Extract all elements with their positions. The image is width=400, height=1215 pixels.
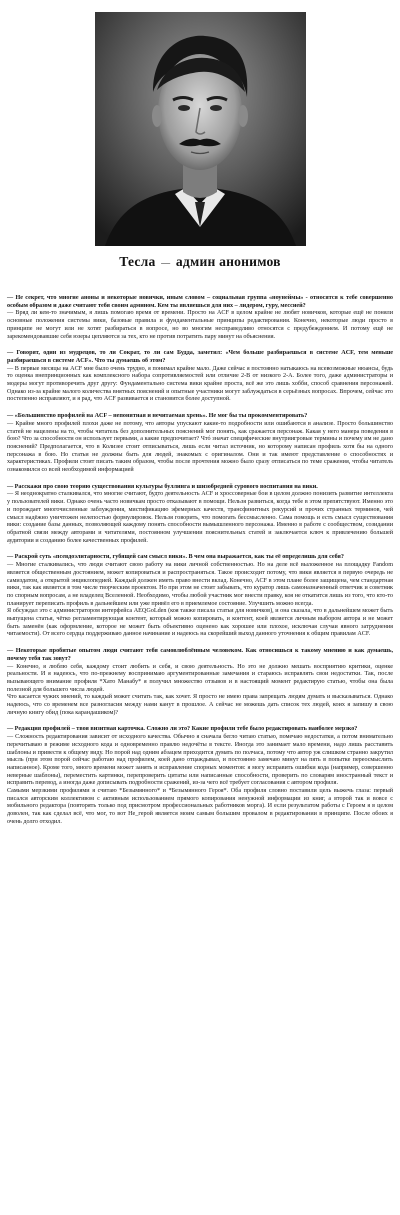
qa-block-4 bbox=[7, 484, 393, 546]
question-5: — Раскрой суть «псевдоэлитарности, губящей сам смысл вики». В чем она выражается, как ты её определишь для себя? bbox=[7, 554, 344, 561]
qa-block-5 bbox=[7, 554, 393, 639]
qa-block-7 bbox=[7, 726, 393, 826]
question-1: — Не секрет, что многие аноны и некоторые новички, иным словом – социальная группа «ноунеймы» - относятся к тебе совершенно особым образом и даже считают тебя своим админом. Кем ты являешься для них – лидером, гуру, мессией? bbox=[7, 295, 393, 309]
qa-block-3 bbox=[7, 413, 393, 475]
answer-7: — Сложность редактирования зависит от исходного качества. Обычно я сначала бегло читаю статью, помечаю недостатки, а потом внимательно перечитываю в режиме исходного кода и одновременно правлю недочёты в тексте. Иногда это занимает мало времени, надо лишь расставить шаблоны и привести к общему виду. Но порой над одним абзацем приходится думать по полчаса, потому что автор уж слишком странно закрутил мысль (при этом порой сейчас работаю над профилем, коей дано отцаждывал, и постоянно замечаю минут на пять в попытке переосмыслить написанное). Кроме того, много времени может занять и исправление спорных моментов: я могу исправить ошибки кода (например, совершенно неверные шаблоны), переместить картинки, перепроверить цитаты или написанные способности, проверить по словарям иностранный текст и исправить перевод, а иногда даже дописывать подробности сражений, из-за чего всё требует согласования с автором профиля. Самыми мерзкими профилями я считаю *Безымянного* и *Безымянного Героя*. Оба профиля словно поставили цель выжечь глаза: первый писался авторским коллективом с активным использованием прямого копирования ненужной информации из книг, а второй так и вовсе с мобильного редактора (повторять только под присмотром профессиональных работников морга). И если результатом работы с Героем я в целом доволен, так как сделал всё, что мог, то вот Не_герой является моим самым большим провалом в редактировании в принципе. После обоих я очень долго отходил. bbox=[7, 734, 393, 825]
interview-body bbox=[7, 295, 393, 836]
answer-2: — В первые месяцы на ACF мне было очень трудно, я понимал крайне мало. Даже сейчас я постоянно натыкаюсь на всевозможные нюансы, будь то оценка внепринционных как комплексного набора сопротивляемостей или отличие 2-B от низкого 2-A. Более того, даже администраторы и модеры могут противоречить друг другу: Фундаментально система вики крайне проста, всё же это лишь хобби, способ сравнения персонажей. Однако из-за крайне малого количества внятных пояснений и опытные участники могут заблуждаться в серьёзных вопросах. Впрочем, сейчас это постепенно исправляют, и я рад, что ACF развивается и становится более доступной. bbox=[7, 365, 393, 403]
title-main: Тесла bbox=[119, 254, 156, 269]
answer-4: — Я неоднократно сталкивался, что многие считают, будто деятельность ACF и хроссоверные бои в целом должно понизить развитие интеллекта у пользователей вики. Однако очень часто новичкам просто отказывают в помощи. Нельзя развиться, когда тебе в этом препятствуют. Именно это и порождает многочисленные заблуждения, мистификацию эфемерных качеств, трансфинитных рекурсий и прочих странных терминов, чей смысл надёжно уничтожен нелепостью формулировок. Нельзя говорить, что помогать бессмысленно. Сама помощь и есть смысл существования вики: создание базы данных, позволяющей каждому понять способности вымышленного персонажа. Именно в работе с сообществом, созидании обратной связи между авторами и читателями, постоянном улучшении пояснительных статей и заключается ключ к привлечению большей аудитории и созданию более качественных профилей. bbox=[7, 491, 393, 544]
question-6: — Некоторые пробитые опытом люди считают тебя самовлюблённым человеком. Как относишься к такому мнению и как думаешь, почему тебя так зовут? bbox=[7, 648, 393, 662]
qa-block-1 bbox=[7, 295, 393, 341]
page-title bbox=[0, 254, 400, 270]
question-7: — Редакция профилей – твоя визитная карточка. Сложно ли это? Какие профили тебе было редактировать наиболее мерзко? bbox=[7, 726, 358, 733]
qa-block-6 bbox=[7, 648, 393, 717]
answer-1: — Вряд ли кем-то значимым, я лишь помогаю время от времени. Просто на ACF в целом крайне не любят новичков, которые ещё не поняли основные положения системы вики, базовые правила и фундаментальные принципы редактирования. Конечно, некоторые люди просто в принципе не могут или не хотят разбираться в вопросе, но во многим несправедливо относятся с предубеждением. И потому ещё не зарекомендовавшие себя юзеры цепляются за тех, кто не против потратить пару минут на объяснения. bbox=[7, 310, 393, 340]
answer-6: — Конечно, я люблю себя, каждому стоит любить и себя, и свою деятельность. Но это не должно мешать восприятию критики, оценке реальности. И я надеюсь, что по-прежнему воспринимаю аргументированные замечания и стараюсь исправлять свои недостатки. Так, после вызывающего внимание профиля *Хато Манабу* я получил множество отзывов и в настоящий момент редактирую статью, чтобы она была полезной для большего числа людей. Что касается чужих мнений, то каждый может считать так, как хочет. Я просто не имею права запрещать людям думать и высказываться. Однако надеюсь, что со временем все разногласия между нами канут в прошлое. А сейчас не можешь дать список тех людей, коих я запишу в свою личную книгу обид (пока карандашиком)? bbox=[7, 663, 393, 716]
question-3: — «Большинство профилей на ACF – непонятная и нечитаемая хрень». Не мог бы ты прокомментировать? bbox=[7, 413, 308, 420]
tesla-portrait-photo bbox=[95, 12, 306, 246]
title-dash: — bbox=[161, 258, 171, 268]
question-4: — Расскажи про свою теорию существования культуры буллинга и шизобредней сурового воспитания на вики. bbox=[7, 483, 318, 490]
title-rest: админ анонимов bbox=[175, 254, 281, 269]
answer-3: — Крайне много профилей плохи даже не потому, что авторы упускают какие-то подробности или ошибаются в анализе. Просто большинство статей не нацелены на то, чтобы читатель без дополнительных пояснений мог понять, как сражается персонаж. Какая у него манера поведения в бою? Что за способности он использует первыми, а какие предпочитает? Чтó значат специфические внутриигровые термины и почему им не дано пояснений? Предполагается, что в Колизее стоит отписываться, лишь если читал источник, но которому написан профиль хотя бы на одного персонажа в бою. Но статьи не должны быть для людей, знакомых с оригиналом. Они и так имеют представление о способностях и характеристиках. Профили стоит писать таким образом, чтобы после прочтения можно было сразу отписаться по теме сражения, чтобы читатель ознакомился со всей необходимой информацией bbox=[7, 420, 393, 474]
qa-block-2 bbox=[7, 350, 393, 404]
answer-5: — Многие сталкивались, что люди считают свою работу на вики личной собственностью. Но на деле всё выложенное на площадку Fandom является общественным достоянием, может копироваться и распространяться. Такое происходит потому, что вики является в первую очередь не самиздатом, а открытой энциклопедией. Каждый должен иметь право внести вклад. Конечно, ACF в этом плане более защищена, чем стандартная вики, так как является в том числе творческим проектом. Но при этом не стоит забывать, что куратор лишь самоназначенный ответчик и советник по спорным вопросам, а не владелец Вселенной. Необходимо, чтобы любой участник мог внести правку, коя не откатится лишь из того, что кто-то планирует переписать профиль в дальнейшем или уже привёл его в приемлемое состояние. Улучшить можно всегда. Я обсуждал это с администратором интерфейса AEQGoLden (коя также писала статьи для новичков), и она сказала, что в дальнейшем может быть выпущена статья, чётко регламентирующая контент, который можно копировать, и контент, коей является личным выбором автора и не может быть заменён (как оформление, которое не может быть объективно оценено как хорошее или плохое, исключая случаи явного затруднения читаемости). От всего сердца поддерживаю данное начинание и надеюсь на скорейший выход данного уточнения к общим правилам ACF. bbox=[7, 562, 393, 638]
question-2: — Говорят, один из мудрецов, то ли Сократ, то ли сам Будда, заметил: «Чем больше разбираешься в системе ACF, тем меньше разбираешься в системе ACF». Что ты думаешь об этом? bbox=[7, 350, 393, 364]
